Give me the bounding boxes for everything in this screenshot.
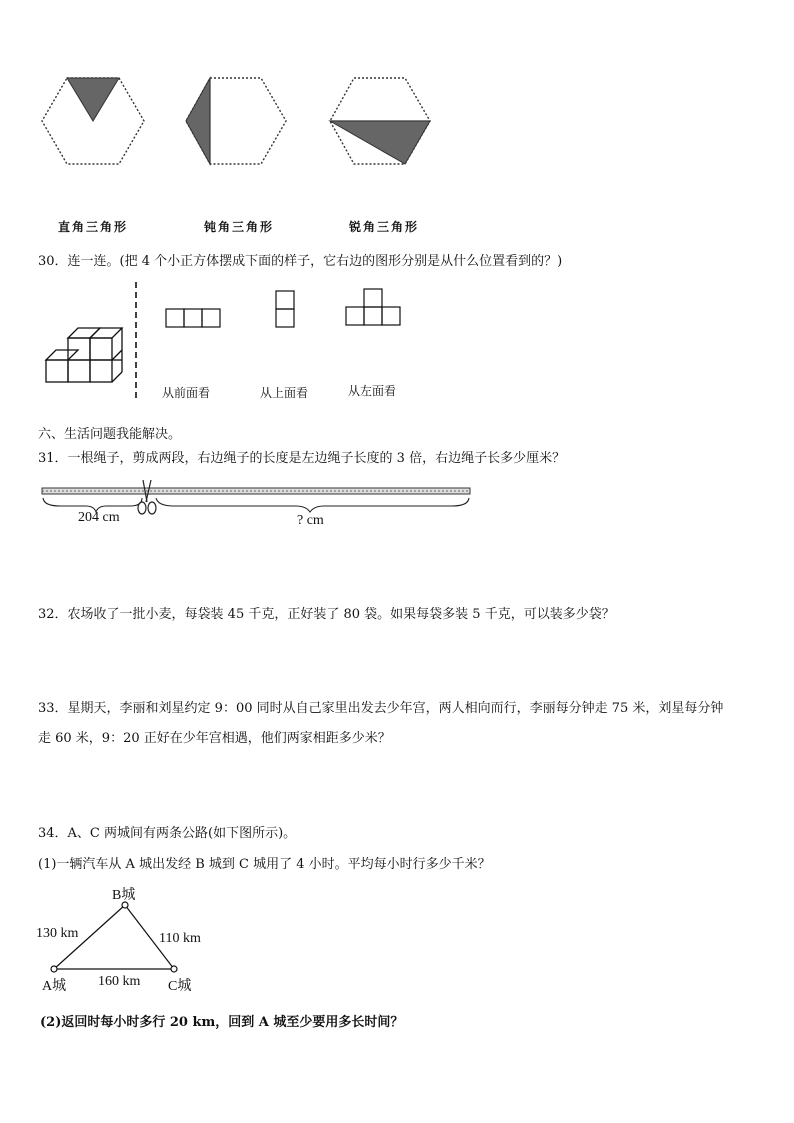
view-label-left: 从左面看 [348,384,397,398]
hexagon-caption-3: 锐角三角形 [349,220,420,234]
city-a-label: A城 [42,979,67,994]
left-view-figure [345,288,403,328]
city-b-label: B城 [112,888,136,903]
q31-text: 31．一根绳子，剪成两段，右边绳子的长度是左边绳子长度的 3 倍，右边绳子长多少厘米？ [38,451,566,466]
front-view-figure [165,308,223,328]
q33-text-line1: 33．星期天，李丽和刘星约定 9：00 同时从自己家里出发去少年宫，两人相向而行，李丽每分钟走 75 米，刘星每分钟 [38,701,724,716]
q34-part2: (2)返回时每小时多行 20 km，回到 A 城至少要用多长时间？ [40,1015,404,1030]
section-6-title: 六、生活问题我能解决。 [38,427,182,442]
hexagon-caption-1: 直角三角形 [58,220,129,234]
distance-bc-label: 110 km [159,931,201,946]
hexagon-obtuse-triangle-figure [184,76,290,168]
dashed-divider [134,282,138,402]
q34-text: 34．A、C 两城间有两条公路(如下图所示)。 [38,826,297,841]
distance-ab-label: 130 km [36,926,79,941]
view-label-front: 从前面看 [162,386,211,400]
view-label-top: 从上面看 [260,386,309,400]
rope-right-length-label: ? cm [297,513,324,528]
q32-text: 32．农场收了一批小麦，每袋装 45 千克，正好装了 80 袋。如果每袋多装 5 千克，可以装多少袋？ [38,607,615,622]
hexagon-caption-2: 钝角三角形 [204,220,275,234]
city-c-label: C城 [168,979,192,994]
rope-left-length-label: 204 cm [78,510,120,525]
q33-text-line2: 走 60 米，9：20 正好在少年宫相遇，他们两家相距多少米？ [38,731,391,746]
distance-ac-label: 160 km [98,974,141,989]
top-view-figure [275,290,295,328]
hexagon-acute-triangle-figure [328,76,434,168]
q34-part1: (1)一辆汽车从 A 城出发经 B 城到 C 城用了 4 小时。平均每小时行多少千米？ [38,857,491,872]
cube-stack-figure [44,322,126,384]
q30-text: 30．连一连。(把 4 个小正方体摆成下面的样子，它右边的图形分别是从什么位置看到的？) [38,254,563,269]
hexagon-right-triangle-figure [40,76,150,168]
